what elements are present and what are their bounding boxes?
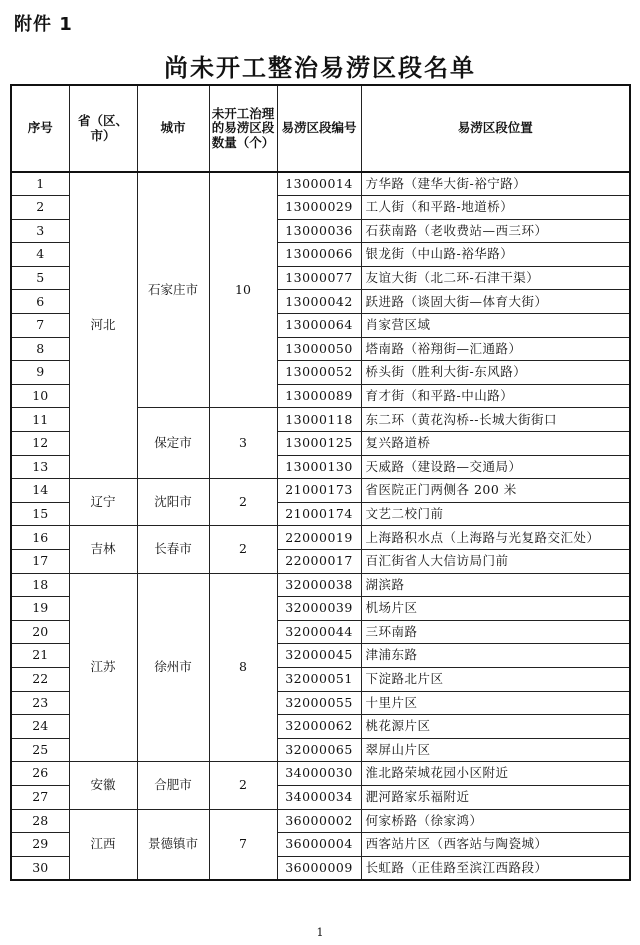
location-cell: 跃进路（谈固大街—体育大街） (361, 290, 630, 314)
location-cell: 下淀路北片区 (361, 667, 630, 691)
header-city: 城市 (137, 85, 209, 172)
code-cell: 32000044 (277, 620, 361, 644)
seq-cell: 18 (11, 573, 69, 597)
seq-cell: 5 (11, 266, 69, 290)
location-cell: 方华路（建华大街-裕宁路） (361, 172, 630, 196)
seq-cell: 10 (11, 384, 69, 408)
location-cell: 湖滨路 (361, 573, 630, 597)
code-cell: 13000042 (277, 290, 361, 314)
seq-cell: 15 (11, 502, 69, 526)
seq-cell: 25 (11, 738, 69, 762)
seq-cell: 24 (11, 715, 69, 739)
city-cell: 石家庄市 (137, 172, 209, 408)
count-cell: 8 (209, 573, 277, 762)
code-cell: 13000064 (277, 314, 361, 338)
code-cell: 13000066 (277, 243, 361, 267)
location-cell: 百汇街省人大信访局门前 (361, 550, 630, 574)
city-cell: 沈阳市 (137, 479, 209, 526)
code-cell: 32000038 (277, 573, 361, 597)
location-cell: 东二环（黄花沟桥--长城大街街口 (361, 408, 630, 432)
code-cell: 34000030 (277, 762, 361, 786)
code-cell: 21000174 (277, 502, 361, 526)
city-cell: 保定市 (137, 408, 209, 479)
code-cell: 32000051 (277, 667, 361, 691)
seq-cell: 2 (11, 196, 69, 220)
province-cell: 安徽 (69, 762, 137, 809)
count-cell: 7 (209, 809, 277, 880)
code-cell: 13000036 (277, 219, 361, 243)
seq-cell: 9 (11, 361, 69, 385)
code-cell: 13000125 (277, 432, 361, 456)
location-cell: 肖家营区域 (361, 314, 630, 338)
province-cell: 江西 (69, 809, 137, 880)
seq-cell: 14 (11, 479, 69, 503)
code-cell: 21000173 (277, 479, 361, 503)
location-cell: 复兴路道桥 (361, 432, 630, 456)
seq-cell: 30 (11, 856, 69, 880)
code-cell: 13000014 (277, 172, 361, 196)
location-cell: 文艺二校门前 (361, 502, 630, 526)
seq-cell: 22 (11, 667, 69, 691)
table-row (11, 573, 630, 597)
waterlogging-table (10, 84, 631, 881)
code-cell: 13000089 (277, 384, 361, 408)
table-row (11, 172, 630, 196)
province-cell: 吉林 (69, 526, 137, 573)
city-cell: 长春市 (137, 526, 209, 573)
code-cell: 13000077 (277, 266, 361, 290)
code-cell: 36000002 (277, 809, 361, 833)
code-cell: 32000062 (277, 715, 361, 739)
location-cell: 天威路（建设路—交通局） (361, 455, 630, 479)
seq-cell: 8 (11, 337, 69, 361)
code-cell: 22000019 (277, 526, 361, 550)
code-cell: 13000029 (277, 196, 361, 220)
location-cell: 翠屏山片区 (361, 738, 630, 762)
count-cell: 2 (209, 526, 277, 573)
table-header (11, 85, 630, 172)
header-code: 易涝区段编号 (277, 85, 361, 172)
location-cell: 塔南路（裕翔街—汇通路） (361, 337, 630, 361)
seq-cell: 7 (11, 314, 69, 338)
seq-cell: 12 (11, 432, 69, 456)
document-title: 尚未开工整治易涝区段名单 (164, 54, 476, 82)
count-cell: 2 (209, 762, 277, 809)
count-cell: 3 (209, 408, 277, 479)
table-row (11, 526, 630, 550)
location-cell: 友谊大街（北二环-石津干渠） (361, 266, 630, 290)
seq-cell: 17 (11, 550, 69, 574)
page-number: 1 (316, 926, 324, 939)
location-cell: 十里片区 (361, 691, 630, 715)
header-seq: 序号 (11, 85, 69, 172)
seq-cell: 13 (11, 455, 69, 479)
seq-cell: 11 (11, 408, 69, 432)
code-cell: 32000065 (277, 738, 361, 762)
location-cell: 西客站片区（西客站与陶瓷城） (361, 833, 630, 857)
header-count: 未开工治理的易涝区段数量（个） (209, 85, 277, 172)
seq-cell: 26 (11, 762, 69, 786)
seq-cell: 23 (11, 691, 69, 715)
code-cell: 13000052 (277, 361, 361, 385)
location-cell: 机场片区 (361, 597, 630, 621)
seq-cell: 27 (11, 785, 69, 809)
code-cell: 32000055 (277, 691, 361, 715)
count-cell: 2 (209, 479, 277, 526)
location-cell: 淝河路家乐福附近 (361, 785, 630, 809)
location-cell: 上海路积水点（上海路与光复路交汇处） (361, 526, 630, 550)
header-row (11, 85, 630, 172)
location-cell: 石获南路（老收费站—西三环） (361, 219, 630, 243)
table-body (11, 172, 630, 880)
seq-cell: 28 (11, 809, 69, 833)
code-cell: 36000009 (277, 856, 361, 880)
code-cell: 13000050 (277, 337, 361, 361)
city-cell: 徐州市 (137, 573, 209, 762)
location-cell: 长虹路（正佳路至滨江西路段） (361, 856, 630, 880)
province-cell: 辽宁 (69, 479, 137, 526)
code-cell: 13000118 (277, 408, 361, 432)
seq-cell: 16 (11, 526, 69, 550)
city-cell: 合肥市 (137, 762, 209, 809)
seq-cell: 4 (11, 243, 69, 267)
location-cell: 三环南路 (361, 620, 630, 644)
code-cell: 36000004 (277, 833, 361, 857)
count-cell: 10 (209, 172, 277, 408)
location-cell: 桃花源片区 (361, 715, 630, 739)
seq-cell: 6 (11, 290, 69, 314)
location-cell: 工人街（和平路-地道桥） (361, 196, 630, 220)
seq-cell: 1 (11, 172, 69, 196)
header-province: 省（区、市） (69, 85, 137, 172)
seq-cell: 3 (11, 219, 69, 243)
location-cell: 银龙街（中山路-裕华路） (361, 243, 630, 267)
province-cell: 河北 (69, 172, 137, 479)
seq-cell: 29 (11, 833, 69, 857)
seq-cell: 20 (11, 620, 69, 644)
location-cell: 何家桥路（徐家鸿） (361, 809, 630, 833)
header-location: 易涝区段位置 (361, 85, 630, 172)
location-cell: 淮北路荣城花园小区附近 (361, 762, 630, 786)
location-cell: 育才街（和平路-中山路） (361, 384, 630, 408)
seq-cell: 21 (11, 644, 69, 668)
province-cell: 江苏 (69, 573, 137, 762)
code-cell: 34000034 (277, 785, 361, 809)
code-cell: 32000045 (277, 644, 361, 668)
table-row (11, 762, 630, 786)
seq-cell: 19 (11, 597, 69, 621)
code-cell: 22000017 (277, 550, 361, 574)
code-cell: 32000039 (277, 597, 361, 621)
location-cell: 桥头街（胜利大街-东风路） (361, 361, 630, 385)
table-row (11, 809, 630, 833)
code-cell: 13000130 (277, 455, 361, 479)
city-cell: 景德镇市 (137, 809, 209, 880)
location-cell: 津浦东路 (361, 644, 630, 668)
attachment-label: 附件 1 (14, 14, 73, 35)
location-cell: 省医院正门两侧各 200 米 (361, 479, 630, 503)
table-row (11, 479, 630, 503)
